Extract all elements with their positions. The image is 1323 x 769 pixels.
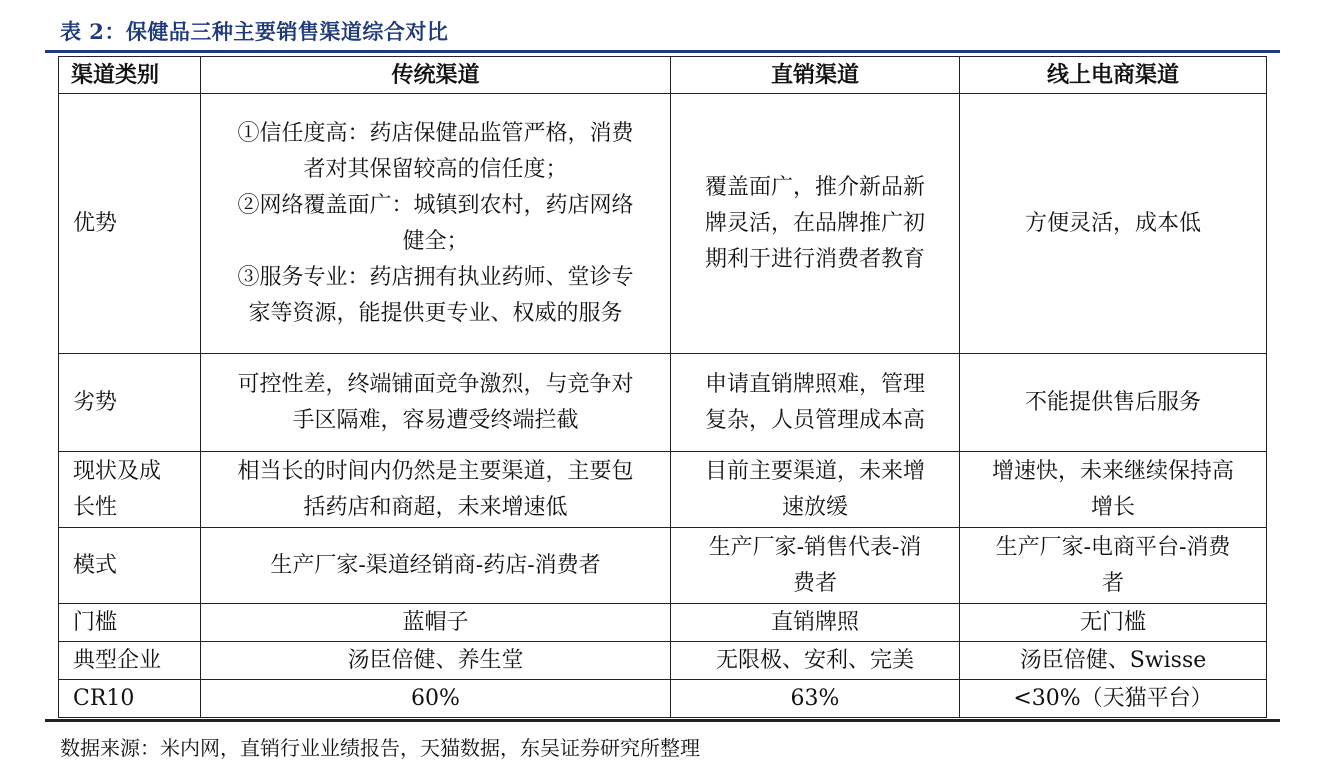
- cell-line: 生产厂家-渠道经销商-药店-消费者: [270, 552, 601, 578]
- cell-line: 速放缓: [781, 494, 848, 520]
- cell-line: 牌灵活，在品牌推广初: [704, 210, 925, 236]
- row-label: 模式: [59, 528, 201, 604]
- header-online: 线上电商渠道: [960, 57, 1267, 94]
- cell-direct: [671, 528, 960, 604]
- top-rule: [45, 50, 1280, 53]
- cell-line: 申请直销牌照难，管理: [704, 371, 925, 397]
- cell-line: 者对其保留较高的信任度；: [303, 156, 568, 182]
- cell-online: [960, 528, 1267, 604]
- cell-direct: [671, 354, 960, 452]
- row-label: 劣势: [59, 354, 201, 452]
- source-note: 数据来源：米内网，直销行业业绩报告，天猫数据，东吴证券研究所整理: [60, 736, 700, 760]
- row-label: CR10: [59, 680, 201, 718]
- cell-line: 生产厂家-电商平台-消费: [995, 534, 1231, 560]
- cell-traditional: [201, 354, 671, 452]
- header-category: 渠道类别: [59, 57, 201, 94]
- header-row: [59, 57, 1267, 94]
- cell-line: 健全；: [402, 228, 469, 254]
- cell-traditional: 60%: [201, 680, 671, 718]
- table-caption: 表 2：保健品三种主要销售渠道综合对比: [60, 19, 449, 44]
- cell-traditional: [201, 528, 671, 604]
- cell-traditional: 汤臣倍健、养生堂: [201, 642, 671, 680]
- cell-line: ①信任度高：药店保健品监管严格，消费: [237, 120, 634, 146]
- cell-direct: [671, 452, 960, 528]
- cell-online: 无门槛: [960, 604, 1267, 642]
- cell-line: 增长: [1090, 494, 1135, 520]
- row-label: 优势: [59, 94, 201, 354]
- header-traditional: 传统渠道: [201, 57, 671, 94]
- cell-line: 费者: [792, 570, 837, 596]
- table-row-companies: [59, 642, 1267, 680]
- cell-line: 可控性差，终端铺面竞争激烈，与竞争对: [237, 371, 634, 397]
- cell-line: ③服务专业：药店拥有执业药师、堂诊专: [237, 264, 634, 290]
- cell-traditional: [201, 452, 671, 528]
- row-label: 门槛: [59, 604, 201, 642]
- cell-online: [960, 94, 1267, 354]
- cell-line: 目前主要渠道，未来增: [704, 458, 925, 484]
- table-row-advantage: [59, 94, 1267, 354]
- row-label: [59, 452, 201, 528]
- cell-line: 增速快，未来继续保持高: [991, 458, 1234, 484]
- table-row-cr10: [59, 680, 1267, 718]
- cell-line: 家等资源，能提供更专业、权威的服务: [248, 300, 623, 326]
- row-label: 典型企业: [59, 642, 201, 680]
- cell-line: 相当长的时间内仍然是主要渠道，主要包: [237, 458, 634, 484]
- cell-line: 手区隔难，容易遭受终端拦截: [292, 407, 579, 433]
- cell-direct: 63%: [671, 680, 960, 718]
- cell-online: 汤臣倍健、Swisse: [960, 642, 1267, 680]
- cell-direct: 直销牌照: [671, 604, 960, 642]
- cell-line: 长性: [73, 494, 118, 520]
- cell-line: 者: [1101, 570, 1124, 596]
- cell-online: [960, 354, 1267, 452]
- cell-direct: 无限极、安利、完美: [671, 642, 960, 680]
- cell-traditional: 蓝帽子: [201, 604, 671, 642]
- table-row-model: [59, 528, 1267, 604]
- cell-line: 方便灵活，成本低: [1024, 210, 1201, 236]
- cell-line: 生产厂家-销售代表-消: [708, 534, 922, 560]
- table-row-status: [59, 452, 1267, 528]
- cell-line: 期利于进行消费者教育: [704, 246, 925, 272]
- header-direct: 直销渠道: [671, 57, 960, 94]
- table-row-threshold: [59, 604, 1267, 642]
- comparison-table: [58, 56, 1267, 718]
- cell-traditional: [201, 94, 671, 354]
- cell-direct: [671, 94, 960, 354]
- cell-online: [960, 452, 1267, 528]
- cell-line: 覆盖面广，推介新品新: [704, 174, 925, 200]
- cell-line: 复杂，人员管理成本高: [704, 407, 925, 433]
- cell-line: 括药店和商超，未来增速低: [303, 494, 568, 520]
- table-row-disadvantage: [59, 354, 1267, 452]
- bottom-rule: [45, 719, 1280, 722]
- cell-line: 不能提供售后服务: [1024, 389, 1201, 415]
- cell-line: 现状及成: [73, 458, 162, 484]
- cell-online: <30%（天猫平台）: [960, 680, 1267, 718]
- cell-line: ②网络覆盖面广：城镇到农村，药店网络: [237, 192, 634, 218]
